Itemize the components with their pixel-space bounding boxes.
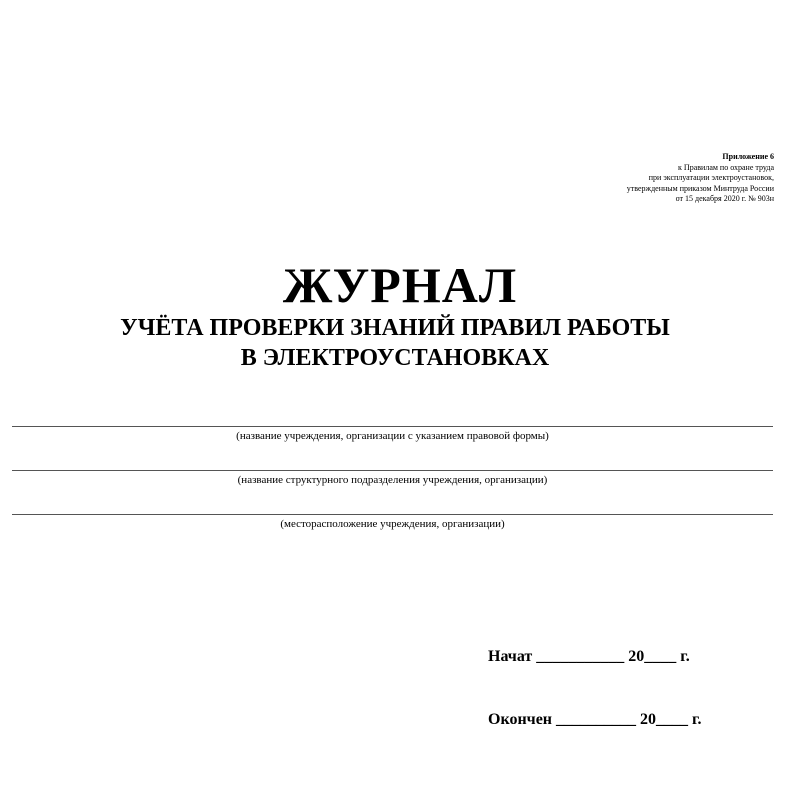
location-caption: (месторасположение учреждения, организации) <box>280 518 505 530</box>
started-date: Начат ___________ 20____ г. <box>488 648 690 665</box>
department-name-line <box>12 470 773 471</box>
finished-date: Окончен __________ 20____ г. <box>488 711 702 728</box>
subtitle-line: УЧЁТА ПРОВЕРКИ ЗНАНИЙ ПРАВИЛ РАБОТЫ <box>120 315 670 341</box>
location-line <box>12 514 773 515</box>
journal-title: ЖУРНАЛ <box>282 257 518 313</box>
appendix-line: утвержденным приказом Минтруда России <box>626 183 774 193</box>
appendix-note <box>627 152 774 205</box>
appendix-line: от 15 декабря 2020 г. № 903н <box>675 194 774 203</box>
organization-name-caption: (название учреждения, организации с указанием правовой формы) <box>236 430 549 442</box>
appendix-line: при эксплуатации электроустановок, <box>648 173 774 182</box>
subtitle-line: В ЭЛЕКТРОУСТАНОВКАХ <box>240 345 550 371</box>
organization-name-line <box>12 426 773 427</box>
journal-subtitle <box>0 313 790 373</box>
journal-dates <box>488 604 701 751</box>
appendix-line: к Правилам по охране труда <box>678 162 774 172</box>
appendix-title: Приложение 6 <box>722 152 774 161</box>
department-name-caption: (название структурного подразделения учреждения, организации) <box>237 474 548 486</box>
